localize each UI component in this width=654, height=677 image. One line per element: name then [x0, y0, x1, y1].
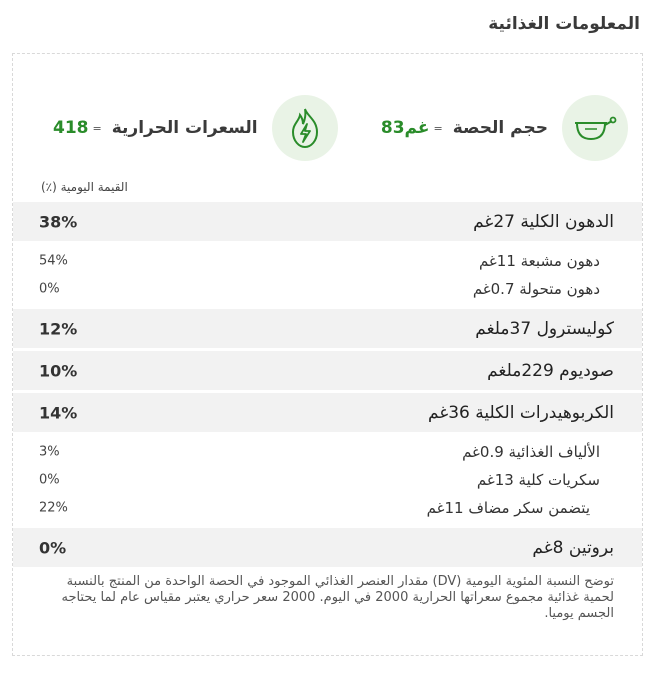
calories-equals: =	[92, 121, 102, 135]
nutrient-row-fiber	[13, 438, 642, 466]
serving-value: 83غم	[380, 118, 430, 138]
nutrient-percent: 14%	[39, 403, 78, 422]
nutrient-percent: 0%	[39, 538, 67, 557]
nutrient-name: الدهون الكلية 27غم	[473, 211, 614, 232]
nutrient-name: بروتين 8غم	[532, 537, 614, 558]
nutrient-percent: 3%	[39, 444, 60, 460]
nutrient-row-saturated-fat	[13, 247, 642, 275]
nutrient-row-total-carbs	[13, 393, 642, 432]
nutrient-row-added-sugars	[13, 494, 642, 522]
nutrient-name: صوديوم 229ملغم	[487, 360, 614, 381]
nutrient-row-sodium	[13, 351, 642, 390]
nutrient-name: كوليسترول 37ملغم	[475, 318, 614, 339]
nutrient-percent: 12%	[39, 319, 78, 338]
nutrient-row-cholesterol	[13, 309, 642, 348]
nutrient-name: الألياف الغذائية 0.9غم	[462, 443, 600, 461]
nutrient-name: سكريات كلية 13غم	[476, 471, 600, 489]
nutrient-percent: 38%	[39, 212, 78, 231]
nutrient-percent: 54%	[39, 253, 68, 269]
fat-subgroup	[13, 241, 642, 309]
nutrient-name: الكربوهيدرات الكلية 36غم	[428, 402, 614, 423]
nutrient-row-total-fat	[13, 202, 642, 241]
scale-bowl-icon	[562, 95, 628, 161]
nutrient-percent: 22%	[39, 500, 68, 516]
nutrient-row-trans-fat	[13, 275, 642, 303]
nutrient-name: دهون متحولة 0.7غم	[472, 280, 600, 298]
calories	[53, 92, 338, 164]
nutrient-name: دهون مشبعة 11غم	[478, 252, 600, 270]
nutrition-card	[12, 53, 643, 656]
summary-bar	[13, 92, 642, 164]
serving-size	[381, 92, 628, 164]
calories-value: 418	[53, 118, 89, 138]
nutrient-table	[13, 202, 642, 567]
nutrient-percent: 0%	[39, 472, 60, 488]
daily-value-header: القيمة اليومية (٪)	[41, 180, 128, 194]
nutrient-percent: 10%	[39, 361, 78, 380]
carbs-subgroup	[13, 432, 642, 528]
page-title: المعلومات الغذائية	[488, 14, 640, 34]
nutrient-name: يتضمن سكر مضاف 11غم	[426, 499, 590, 517]
nutrient-row-protein	[13, 528, 642, 567]
flame-bolt-icon	[272, 95, 338, 161]
nutrient-percent: 0%	[39, 281, 60, 297]
nutrient-row-total-sugars	[13, 466, 642, 494]
serving-label: حجم الحصة	[452, 118, 548, 138]
daily-value-footnote: توضح النسبة المئوية اليومية (DV) مقدار العنصر الغذائي الموجود في الحصة الواحدة من المنتج بالنسبة لحمية غذائية مجموع سعراتها الحرارية 2000 في اليوم. 2000 سعر حراري يعتبر مقياس عام لما يحتاجه الجسم يوميا.	[61, 574, 614, 621]
serving-equals: =	[433, 121, 443, 135]
calories-label: السعرات الحرارية	[111, 118, 258, 138]
